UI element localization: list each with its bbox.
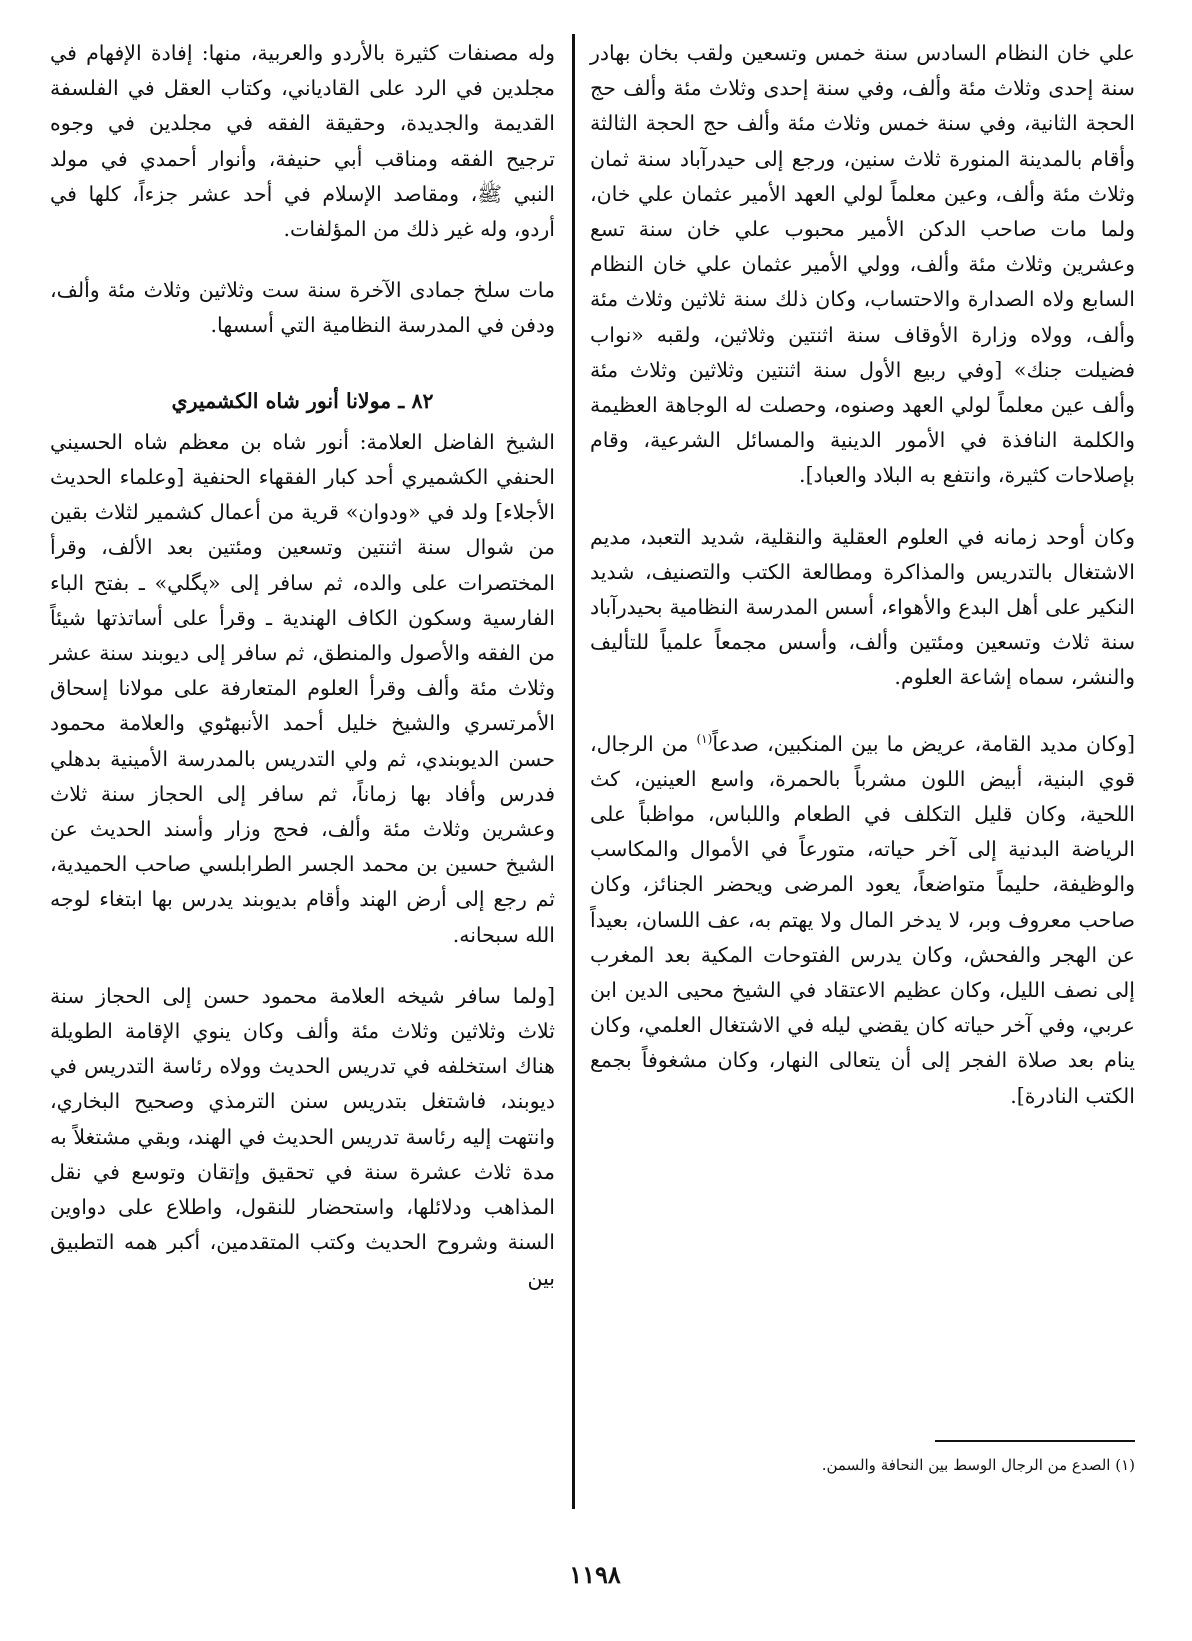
paragraph-text: [وكان مديد القامة، عريض ما بين المنكبين، صدعاً: [712, 731, 1135, 756]
paragraph: علي خان النظام السادس سنة خمس وتسعين ولقب بخان بهادر سنة إحدى وثلاث مئة وألف، وفي سنة إحدى وثلاث مئة وألف حج الحجة الثانية، وفي سنة خمس وثلاث مئة وألف حج الحجة الثالثة وأقام بالمدينة المنورة ثلاث سنين، ورجع إلى حيدرآباد سنة ثمان وثلاث مئة وألف، وعين معلماً لولي العهد الأمير عثمان علي خان، ولما مات صاحب الدكن الأمير محبوب علي خان سنة تسع وعشرين وثلاث مئة وألف، وولي الأمير عثمان علي خان النظام السابع ولاه الصدارة والاحتساب، وكان ذلك سنة ثلاثين وثلاث مئة وألف، وولاه وزارة الأوقاف سنة اثنتين وثلاثين، ولقبه «نواب فضيلت جنك» [وفي ربيع الأول سنة اثنتين وثلاثين وثلاث مئة وألف عين معلماً لولي العهد وصنوه، وحصلت له الوجاهة العظيمة والكلمة النافذة في الأمور الدينية والمسائل الشرعية، وقام بإصلاحات كثيرة، وانتفع به البلاد والعباد].: [590, 41, 1135, 488]
left-column: [50, 36, 555, 1296]
paragraph: [590, 722, 1135, 1114]
paragraph: وكان أوحد زمانه في العلوم العقلية والنقلية، شديد التعبد، مديم الاشتغال بالتدريس والمذاكرة ومطالعة الكتب والتصنيف، شديد النكير على أهل البدع والأهواء، أسس المدرسة النظامية بحيدرآباد سنة ثلاث وتسعين ومئتين وألف، وأسس مجمعاً علمياً للتأليف والنشر، سماه إشاعة العلوم.: [590, 524, 1135, 690]
paragraph-text: من الرجال، قوي البنية، أبيض اللون مشرباً بالحمرة، واسع العينين، كث اللحية، وكان قليل التكلف في الطعام واللباس، مواظباً على الرياضة البدنية إلى آخر حياته، متورعاً في الأموال والمكاسب والوظيفة، حليماً متواضعاً، يعود المرضى ويحضر الجنائز، وكان صاحب معروف وبر، لا يدخر المال ولا يهتم به، عف اللسان، بعيداً عن الهجر والفحش، وكان يدرس الفتوحات المكية بعد المغرب إلى نصف الليل، وكان عظيم الاعتقاد في الشيخ محيى الدين ابن عربي، وفي آخر حياته كان يقضي ليله في الاشتغال العلمي، وكان ينام بعد صلاة الفجر إلى أن يتعالى النهار، وكان مشغوفاً بجمع الكتب النادرة].: [590, 731, 1135, 1108]
right-column: [590, 36, 1135, 1114]
paragraph: مات سلخ جمادى الآخرة سنة ست وثلاثين وثلاث مئة وألف، ودفن في المدرسة النظامية التي أسسها.: [50, 278, 555, 338]
section-heading: ٨٢ ـ مولانا أنور شاه الكشميري: [171, 388, 434, 413]
paragraph: وله مصنفات كثيرة بالأردو والعربية، منها: إفادة الإفهام في مجلدين في الرد على القادياني، وكتاب العقل في الفلسفة القديمة والجديدة، وحقيقة الفقه في مجلدين في وجوه ترجيح الفقه ومناقب أبي حنيفة، وأنوار أحمدي في مولد النبي ﷺ، ومقاصد الإسلام في أحد عشر جزءاً، كلها في أردو، وله غير ذلك من المؤلفات.: [50, 41, 555, 242]
paragraph: الشيخ الفاضل العلامة: أنور شاه بن معظم شاه الحسيني الحنفي الكشميري أحد كبار الفقهاء الحنفية [وعلماء الحديث الأجلاء] ولد في «ودوان» قرية من أعمال كشمير لثلاث بقين من شوال سنة اثنتين وتسعين ومئتين بعد الألف، وقرأ المختصرات على والده، ثم سافر إلى «پگلي» ـ بفتح الباء الفارسية وسكون الكاف الهندية ـ وقرأ على أساتذتها شيئاً من الفقه والأصول والمنطق، ثم سافر إلى ديوبند سنة عشر وثلاث مئة وألف وقرأ العلوم المتعارفة على مولانا إسحاق الأمرتسري والشيخ خليل أحمد الأنبهٹوي والعلامة محمود حسن الديوبندي، ثم ولي التدريس بالمدرسة الأمينية بدهلي فدرس وأفاد بها زماناً، ثم سافر إلى الحجاز سنة ثلاث وعشرين وثلاث مئة وألف، فحج وزار وأسند الحديث عن الشيخ حسين بن محمد الجسر الطرابلسي صاحب الحميدية، ثم رجع إلى أرض الهند وأقام بديوبند يدرس بها ابتغاء لوجه الله سبحانه.: [50, 429, 555, 947]
footnote-ref[interactable]: (١): [696, 731, 713, 746]
footnote-rule: [935, 1440, 1135, 1442]
paragraph: [ولما سافر شيخه العلامة محمود حسن إلى الحجاز سنة ثلاث وثلاثين وثلاث مئة وألف وكان ينوي الإقامة الطويلة هناك استخلفه في تدريس الحديث وولاه رئاسة التدريس في ديوبند، فاشتغل بتدريس سنن الترمذي وصحيح البخاري، وانتهت إليه رئاسة تدريس الحديث في الهند، وبقي مشتغلاً به مدة ثلاث عشرة سنة في تحقيق وإتقان وتوسع في نقل المذاهب ودلائلها، واستحضار للنقول، واطلاع على دواوين السنة وشروح الحديث وكتب المتقدمين، أكبر همه التطبيق بين: [50, 983, 555, 1290]
page-number: ١١٩٨: [569, 1560, 621, 1589]
footnote: (١) الصدع من الرجال الوسط بين النحافة والسمن.: [821, 1456, 1135, 1474]
column-divider: [572, 34, 575, 1509]
